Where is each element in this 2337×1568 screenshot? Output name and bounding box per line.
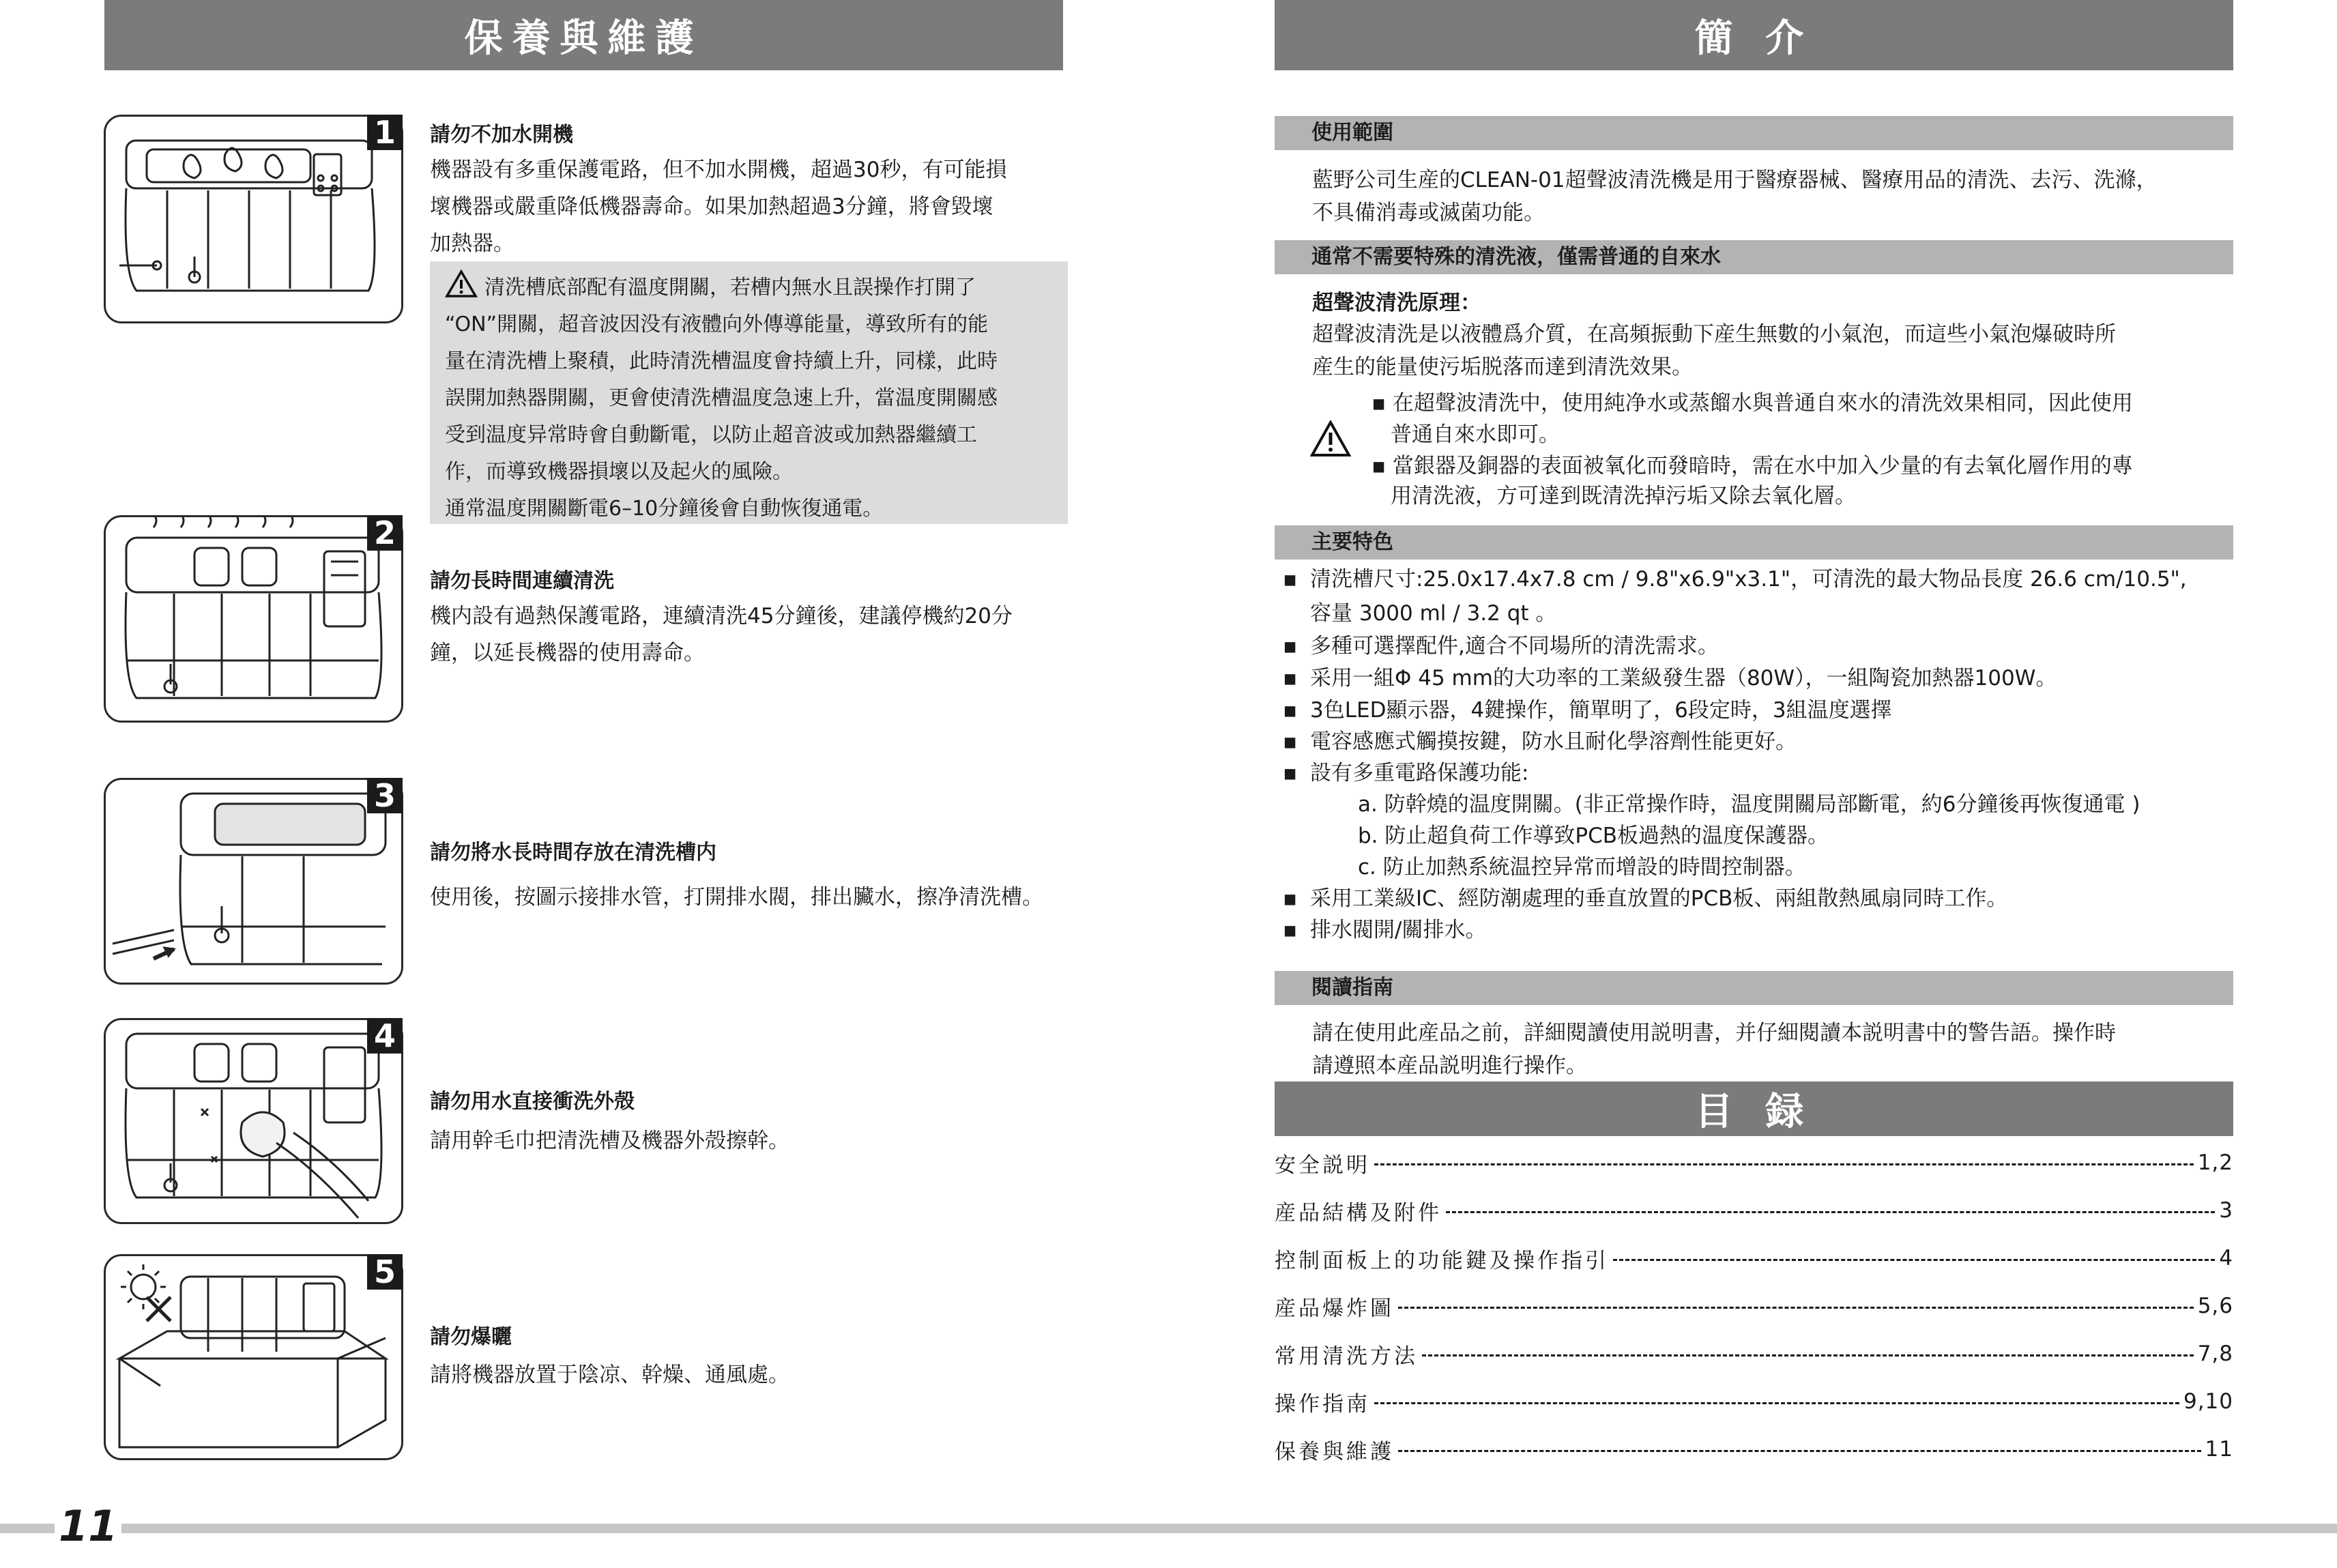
toc-label: 安全説明 [1275, 1152, 1370, 1178]
item-text: 請用幹毛巾把清洗槽及機器外殻擦幹。 [430, 1129, 789, 1153]
ultrasonic-cleaner-steam-illustration [106, 517, 401, 721]
features-heading: 主要特色 [1275, 525, 2233, 560]
ultrasonic-principle-title: 超聲波清洗原理： [1312, 291, 1481, 315]
feature-item: 容量 3000 ml / 3.2 qt 。 [1310, 601, 1557, 626]
maintenance-banner: 保養與維護 [104, 0, 1063, 70]
ultrasonic-principle-text: 超聲波清洗是以液體爲介質，在高頻振動下産生無數的小氣泡，而這些小氣泡爆破時所 産生的能量使污垢脱落而達到清洗效果。 [1312, 322, 2116, 379]
toc-label: 産品結構及附件 [1275, 1200, 1442, 1225]
footer-bar [0, 1524, 2337, 1533]
caution-item: 普通自來水即可。 [1391, 422, 1560, 447]
feature-item: ▪ 排水閥開/關排水。 [1283, 918, 1487, 942]
page-number: 11 [55, 1501, 121, 1551]
toc-page: 1,2 [2197, 1150, 2233, 1175]
item-number-badge: 5 [367, 1254, 403, 1290]
ultrasonic-cleaner-empty-illustration [106, 117, 401, 321]
tap-water-heading: 通常不需要特殊的清洗液，僅需普通的自來水 [1275, 240, 2233, 274]
wipe-with-towel-illustration [106, 1020, 401, 1222]
table-of-contents-banner: 目 録 [1275, 1081, 2233, 1136]
item-text: 機内設有過熱保護電路，連續清洗45分鐘後，建議停機約20分 鐘，以延長機器的使用壽命。 [430, 604, 1013, 665]
feature-subitem: b. 防止超負荷工作導致PCB板過熱的温度保護器。 [1358, 824, 1829, 848]
feature-item: ▪ 采用一組Φ 45 mm的大功率的工業級發生器（80W），一組陶瓷加熱器100W。 [1283, 666, 2057, 691]
item-number-badge: 3 [367, 778, 403, 813]
toc-row[interactable] [1275, 1195, 2233, 1225]
toc-label: 保養與維護 [1275, 1439, 1394, 1464]
temperature-switch-warning: 清洗槽底部配有溫度開關，若槽内無水且誤操作打開了 “ON”開關，超音波因没有液體向外傳導能量，導致所有的能 量在清洗槽上聚積，此時清洗槽温度會持續上升，同樣，此時 誤開加熱器開關，更會使清洗槽温度急速上升，當温度開關感 受到温度异常時會自動斷電，以防止超音波或加熱器繼續工 作，而導致機器損壞以及起火的風險。 通常温度開關斷電6–10分鐘後會自動恢復通電。 [430, 261, 1068, 524]
toc-row[interactable] [1275, 1291, 2233, 1321]
drain-hose-illustration [106, 780, 401, 983]
toc-row[interactable] [1275, 1148, 2233, 1178]
toc-page: 9,10 [2183, 1389, 2233, 1414]
item-number-badge: 2 [367, 515, 403, 551]
usage-scope-heading: 使用範圍 [1275, 116, 2233, 150]
toc-row[interactable] [1275, 1243, 2233, 1273]
toc-label: 控制面板上的功能鍵及操作指引 [1275, 1248, 1609, 1273]
toc-page: 4 [2219, 1246, 2233, 1271]
toc-row[interactable] [1275, 1339, 2233, 1369]
toc-row[interactable] [1275, 1434, 2233, 1464]
reading-guide-text: 請在使用此産品之前，詳細閱讀使用説明書，并仔細閱讀本説明書中的警告語。操作時 請遵照本産品説明進行操作。 [1312, 1021, 2116, 1078]
figure-no-water [104, 115, 403, 323]
toc-page: 3 [2219, 1198, 2233, 1223]
item-text: 請將機器放置于陰凉、幹燥、通風處。 [430, 1363, 789, 1387]
warning-triangle-icon [445, 270, 478, 298]
item-number-badge: 1 [367, 115, 403, 150]
toc-label: 産品爆炸圖 [1275, 1296, 1394, 1321]
feature-subitem: a. 防幹燒的温度開關。(非正常操作時，温度開關局部斷電，約6分鐘後再恢復通電 ) [1358, 792, 2140, 817]
item-text: 機器設有多重保護電路，但不加水開機，超過30秒，有可能損 壞機器或嚴重降低機器壽命。如果加熱超過3分鐘，將會毀壞 加熱器。 [430, 158, 1007, 256]
feature-item: ▪ 電容感應式觸摸按鍵，防水且耐化學溶劑性能更好。 [1283, 729, 1797, 754]
item-title: 請勿爆曬 [430, 1325, 512, 1349]
item-text: 使用後，按圖示接排水管，打開排水閥，排出臟水，擦净清洗槽。 [430, 885, 1043, 910]
toc-label: 操作指南 [1275, 1391, 1370, 1417]
warning-triangle-icon [1310, 420, 1351, 457]
feature-item: ▪ 多種可選擇配件,適合不同場所的清洗需求。 [1283, 634, 1719, 658]
introduction-banner: 簡 介 [1275, 0, 2233, 70]
toc-row[interactable] [1275, 1386, 2233, 1417]
caution-item: ▪ 在超聲波清洗中，使用純净水或蒸餾水與普通自來水的清洗效果相同，因此使用 [1371, 391, 2133, 416]
figure-continuous-use [104, 515, 403, 723]
item-title: 請勿不加水開機 [430, 123, 573, 147]
feature-item: ▪ 設有多重電路保護功能: [1283, 761, 1529, 785]
toc-page: 11 [2205, 1437, 2233, 1462]
feature-item: ▪ 清洗槽尺寸:25.0x17.4x7.8 cm / 9.8"x6.9"x3.1"，可清洗的最大物品長度 26.6 cm/10.5", [1283, 567, 2187, 592]
figure-wipe-housing [104, 1018, 403, 1224]
packed-unit-sunlight-illustration [106, 1256, 401, 1458]
figure-avoid-sun [104, 1254, 403, 1460]
item-title: 請勿將水長時間存放在清洗槽内 [430, 841, 716, 865]
feature-subitem: c. 防止加熱系統温控异常而增設的時間控制器。 [1358, 855, 1806, 880]
item-title: 請勿用水直接衝洗外殻 [430, 1090, 635, 1114]
item-title: 請勿長時間連續清洗 [430, 569, 614, 593]
toc-page: 7,8 [2197, 1341, 2233, 1366]
figure-drain-water [104, 778, 403, 985]
toc-label: 常用清洗方法 [1275, 1344, 1418, 1369]
feature-item: ▪ 采用工業級IC、經防潮處理的垂直放置的PCB板、兩組散熱風扇同時工作。 [1283, 886, 2008, 911]
reading-guide-heading: 閱讀指南 [1275, 971, 2233, 1005]
item-number-badge: 4 [367, 1018, 403, 1054]
caution-item: 用清洗液，方可達到既清洗掉污垢又除去氧化層。 [1391, 484, 1856, 508]
feature-item: ▪ 3色LED顯示器，4鍵操作，簡單明了，6段定時，3組温度選擇 [1283, 698, 1892, 723]
usage-scope-text: 藍野公司生産的CLEAN-01超聲波清洗機是用于醫療器械、醫療用品的清洗、去污、洗滌， 不具備消毒或滅菌功能。 [1312, 168, 2158, 225]
caution-item: ▪ 當銀器及銅器的表面被氧化而發暗時，需在水中加入少量的有去氧化層作用的專 [1371, 454, 2133, 478]
toc-page: 5,6 [2197, 1294, 2233, 1318]
